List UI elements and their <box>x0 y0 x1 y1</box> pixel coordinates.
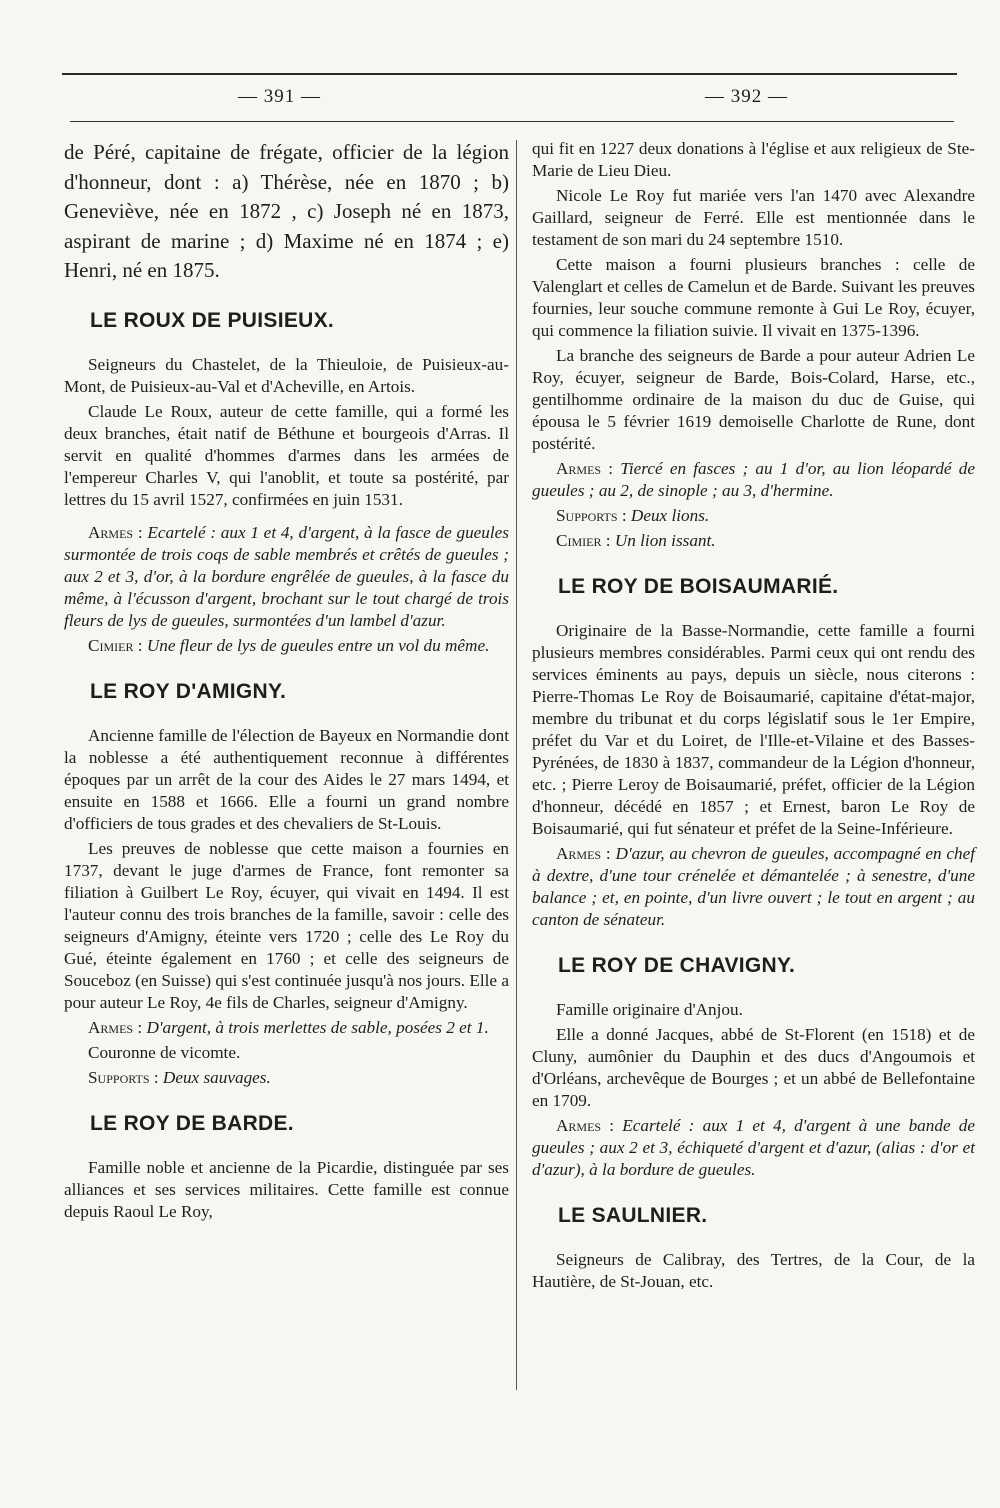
armes-label: Armes : <box>556 459 614 478</box>
cimier-text: Une fleur de lys de gueules entre un vol du même. <box>146 635 490 655</box>
armes-text: Ecartelé : aux 1 et 4, d'argent à une bande de gueules ; aux 2 et 3, échiqueté d'argent et d'azur, (alias : d'or et d'azur), à la bordure de gueules. <box>532 1116 975 1179</box>
paragraph: Famille originaire d'Anjou. <box>556 1000 743 1019</box>
heading-le-roy-de-chavigny: LE ROY DE CHAVIGNY. <box>558 954 796 977</box>
armes-line <box>532 843 975 931</box>
paragraph: La branche des seigneurs de Barde a pour auteur Adrien Le Roy, écuyer, seigneur de Barde, Bois-Colard, Harse, etc., gentilhomme ordinaire de la maison du duc de Guise, qui épousa le 5 février 1619 demoiselle Charlotte de Rune, dont postérité. <box>532 346 975 453</box>
paragraph: Les preuves de noblesse que cette maison a fournies en 1737, devant le juge d'armes de France, font remonter sa filiation à Guilbert Le Roy, écuyer, qui vivait en 1494. Il est l'auteur connu des trois branches de la famille, savoir : celle des seigneurs d'Amigny, éteinte vers 1720 ; celle des Le Roy du Gué, éteinte également en 1760 ; et celle des seigneurs de Souceboz (en Suisse) qui s'est continuée jusqu'à nos jours. Elle a pour auteur Le Roy, 4e fils de Charles, seigneur d'Amigny. <box>64 838 509 1012</box>
armes-line <box>64 1017 509 1039</box>
paragraph: Ancienne famille de l'élection de Bayeux en Normandie dont la noblesse a été authentiquement reconnue à différentes époques par un arrêt de la cour des Aides le 27 mars 1494, et ensuite en 1588 et 1666. Elle a fourni un grand nombre d'officiers de tous grades et des chevaliers de St-Louis. <box>64 725 509 833</box>
armes-line <box>532 1115 975 1181</box>
page-number-right: — 392 — <box>705 86 788 107</box>
supports-line <box>64 1067 509 1089</box>
armes-label: Armes : <box>556 1116 615 1135</box>
right-column <box>532 138 975 1296</box>
armes-text: D'azur, au chevron de gueules, accompagné en chef à dextre, d'une tour crénelée et démantelée ; à senestre, d'une balance ; et, en pointe, d'un livre ouvert ; le tout en argent ; au canton de sénateur. <box>532 844 975 929</box>
armes-text: Tiercé en fasces ; au 1 d'or, au lion léopardé de gueules ; au 2, de sinople ; au 3, d'hermine. <box>532 459 975 500</box>
paragraph: Claude Le Roux, auteur de cette famille, qui a formé les deux branches, était natif de Béthune et bourgeois d'Arras. Il servit en qualité d'hommes d'armes dans les armées de l'empereur Charles V, qui l'anoblit, et toute sa postérité, par lettres du 15 avril 1527, confirmées en juin 1531. <box>64 401 509 509</box>
armes-label: Armes : <box>556 844 611 863</box>
heading-le-roy-de-boisaumarie: LE ROY DE BOISAUMARIÉ. <box>558 575 839 598</box>
armes-line <box>532 458 975 502</box>
paragraph: Elle a donné Jacques, abbé de St-Florent (en 1518) et de Cluny, aumônier du Dauphin et des ducs d'Angoumois et d'Orléans, archevêque de Bourges ; et un abbé de Bellefontaine en 1709. <box>532 1025 975 1110</box>
cimier-label: Cimier : <box>556 531 611 550</box>
paragraph: Cette maison a fourni plusieurs branches : celle de Valenglart et celles de Camelun et de Barde. Suivant les preuves fournies, leur souche commune remonte à Gui Le Roy, écuyer, qui commence la filiation suivie. Il vivait en 1375-1396. <box>532 255 975 340</box>
couronne-line: Couronne de vicomte. <box>88 1042 241 1062</box>
intro-paragraph: de Péré, capitaine de frégate, officier de la légion d'honneur, dont : a) Thérèse, née en 1870 ; b) Geneviève, née en 1872 , c) Joseph né en 1873, aspirant de marine ; d) Maxime né en 1874 ; e) Henri, né en 1875. <box>64 140 509 282</box>
supports-label: Supports : <box>88 1067 159 1087</box>
supports-label: Supports : <box>556 506 627 525</box>
supports-text: Deux sauvages. <box>162 1067 271 1087</box>
cimier-text: Un lion issant. <box>614 531 716 550</box>
column-divider <box>516 140 517 1390</box>
paragraph: qui fit en 1227 deux donations à l'église et aux religieux de Ste-Marie de Lieu Dieu. <box>532 139 975 180</box>
supports-line <box>532 505 975 527</box>
page-number-left: — 391 — <box>238 86 321 107</box>
heading-le-roy-d-amigny: LE ROY D'AMIGNY. <box>90 679 287 703</box>
armes-label: Armes : <box>88 522 143 542</box>
paragraph: Nicole Le Roy fut mariée vers l'an 1470 avec Alexandre Gaillard, seigneur de Ferré. Elle est mentionnée dans le testament de son mari du 24 septembre 1510. <box>532 186 975 249</box>
cimier-label: Cimier : <box>88 635 143 655</box>
armes-line <box>64 522 509 632</box>
paragraph: Seigneurs de Calibray, des Tertres, de la Cour, de la Hautière, de St-Jouan, etc. <box>532 1250 975 1291</box>
paragraph: Seigneurs du Chastelet, de la Thieuloie, de Puisieux-au-Mont, de Puisieux-au-Val et d'Acheville, en Artois. <box>64 354 509 396</box>
armes-label: Armes : <box>88 1017 143 1037</box>
heading-le-saulnier: LE SAULNIER. <box>558 1204 708 1227</box>
paragraph: Famille noble et ancienne de la Picardie, distinguée par ses alliances et ses services militaires. Cette famille est connue depuis Raoul Le Roy, <box>64 1157 509 1221</box>
paragraph: Originaire de la Basse-Normandie, cette famille a fourni plusieurs membres considérables. Parmi ceux qui ont rendu des services éminents au pays, depuis un siècle, nous citerons : Pierre-Thomas Le Roy de Boisaumarié, capitaine d'état-major, membre du tribunat et du corps législatif sous le 1er Empire, préfet du Var et du Loiret, de l'Ille-et-Vilaine et des Basses-Pyrénées, de 1830 à 1837, commandeur de la Légion d'honneur, etc. ; Pierre Leroy de Boisaumarié, préfet, officier de la Légion d'honneur, décédé en 1857 ; et Ernest, baron Le Roy de Boisaumarié, qui fut sénateur et préfet de la Seine-Inférieure. <box>532 621 975 838</box>
top-rule <box>62 73 957 75</box>
cimier-line <box>532 530 975 552</box>
left-column <box>64 138 509 1226</box>
heading-le-roux-de-puisieux: LE ROUX DE PUISIEUX. <box>90 308 335 332</box>
armes-text: D'argent, à trois merlettes de sable, posées 2 et 1. <box>146 1017 489 1037</box>
cimier-line <box>64 635 509 657</box>
header-rule <box>70 121 954 122</box>
intro-block <box>64 138 509 286</box>
armes-text: Ecartelé : aux 1 et 4, d'argent, à la fasce de gueules surmontée de trois coqs de sable membrés et crêtés de gueules ; aux 2 et 3, d'or, à la bordure engrêlée de gueules, à la fasce du même, à l'écusson d'argent, brochant sur le tout chargé de trois fleurs de lys de gueules, surmontées d'un lambel d'azur. <box>64 522 509 630</box>
supports-text: Deux lions. <box>630 506 710 525</box>
heading-le-roy-de-barde: LE ROY DE BARDE. <box>90 1111 294 1135</box>
